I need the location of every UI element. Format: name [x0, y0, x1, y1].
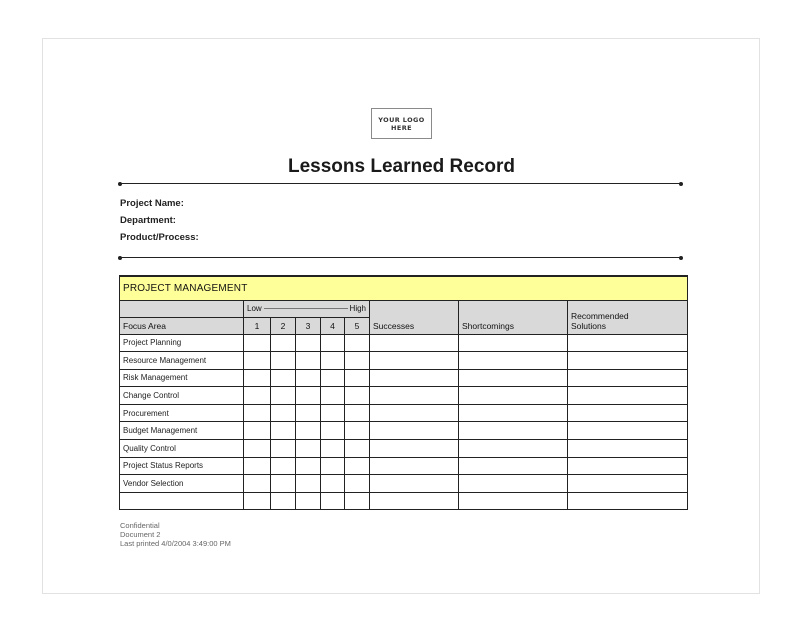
rating-2-cell[interactable] [271, 369, 296, 387]
recommended-header [568, 300, 688, 334]
rating-5-cell[interactable] [345, 440, 370, 458]
bottom-divider [120, 257, 681, 258]
recommended-cell[interactable] [568, 404, 688, 422]
rating-4-cell[interactable] [321, 334, 345, 352]
rating-3-cell[interactable] [296, 369, 321, 387]
shortcomings-cell[interactable] [459, 404, 568, 422]
logo-text-line2: HERE [391, 124, 412, 132]
rating-3-cell[interactable] [296, 387, 321, 405]
rating-4-cell[interactable] [321, 492, 345, 510]
recommended-header-line1: Recommended [571, 310, 629, 321]
rating-2-cell[interactable] [271, 387, 296, 405]
scale-4-header: 4 [321, 317, 345, 334]
recommended-cell[interactable] [568, 492, 688, 510]
recommended-cell[interactable] [568, 352, 688, 370]
rating-5-cell[interactable] [345, 422, 370, 440]
table-row [120, 475, 688, 493]
rating-4-cell[interactable] [321, 369, 345, 387]
rating-5-cell[interactable] [345, 492, 370, 510]
shortcomings-cell[interactable] [459, 492, 568, 510]
successes-cell[interactable] [370, 457, 459, 475]
shortcomings-header: Shortcomings [459, 300, 568, 334]
recommended-cell[interactable] [568, 440, 688, 458]
table-row [120, 492, 688, 510]
shortcomings-cell[interactable] [459, 457, 568, 475]
successes-cell[interactable] [370, 387, 459, 405]
rating-1-cell[interactable] [244, 387, 271, 405]
rating-3-cell[interactable] [296, 440, 321, 458]
rating-4-cell[interactable] [321, 404, 345, 422]
rating-2-cell[interactable] [271, 492, 296, 510]
logo-placeholder [371, 108, 432, 139]
rating-5-cell[interactable] [345, 475, 370, 493]
recommended-header-line2: Solutions [571, 320, 606, 331]
rating-2-cell[interactable] [271, 440, 296, 458]
focus-area-cell: Quality Control [120, 440, 244, 458]
recommended-cell[interactable] [568, 475, 688, 493]
table-row [120, 422, 688, 440]
rating-3-cell[interactable] [296, 404, 321, 422]
rating-1-cell[interactable] [244, 475, 271, 493]
scale-high-label: High [349, 304, 366, 313]
department-label[interactable]: Department: [120, 215, 176, 226]
rating-2-cell[interactable] [271, 457, 296, 475]
shortcomings-cell[interactable] [459, 369, 568, 387]
lessons-table [119, 275, 688, 510]
recommended-cell[interactable] [568, 387, 688, 405]
top-divider [120, 183, 681, 184]
rating-1-cell[interactable] [244, 440, 271, 458]
shortcomings-cell[interactable] [459, 352, 568, 370]
rating-5-cell[interactable] [345, 457, 370, 475]
successes-header: Successes [370, 300, 459, 334]
focus-area-cell: Risk Management [120, 369, 244, 387]
table-row [120, 352, 688, 370]
rating-2-cell[interactable] [271, 422, 296, 440]
successes-cell[interactable] [370, 475, 459, 493]
focus-area-cell [120, 492, 244, 510]
scale-1-header: 1 [244, 317, 271, 334]
table-row [120, 457, 688, 475]
successes-cell[interactable] [370, 369, 459, 387]
rating-1-cell[interactable] [244, 352, 271, 370]
scale-range [244, 300, 370, 317]
scale-low-label: Low [247, 304, 262, 313]
rating-3-cell[interactable] [296, 334, 321, 352]
successes-cell[interactable] [370, 492, 459, 510]
header-blank [120, 300, 244, 317]
rating-4-cell[interactable] [321, 475, 345, 493]
rating-5-cell[interactable] [345, 369, 370, 387]
shortcomings-cell[interactable] [459, 334, 568, 352]
rating-4-cell[interactable] [321, 422, 345, 440]
focus-area-cell: Vendor Selection [120, 475, 244, 493]
rating-1-cell[interactable] [244, 404, 271, 422]
rating-1-cell[interactable] [244, 457, 271, 475]
rating-2-cell[interactable] [271, 334, 296, 352]
focus-area-cell: Resource Management [120, 352, 244, 370]
rating-1-cell[interactable] [244, 334, 271, 352]
rating-4-cell[interactable] [321, 440, 345, 458]
rating-5-cell[interactable] [345, 387, 370, 405]
focus-area-header: Focus Area [120, 317, 244, 334]
rating-1-cell[interactable] [244, 422, 271, 440]
table-row [120, 440, 688, 458]
footer-last-printed: Last printed 4/0/2004 3:49:00 PM [120, 539, 231, 548]
focus-area-cell: Budget Management [120, 422, 244, 440]
scale-5-header: 5 [345, 317, 370, 334]
recommended-cell[interactable] [568, 422, 688, 440]
shortcomings-cell[interactable] [459, 475, 568, 493]
rating-3-cell[interactable] [296, 492, 321, 510]
scale-3-header: 3 [296, 317, 321, 334]
document-title: Lessons Learned Record [287, 156, 516, 177]
rating-3-cell[interactable] [296, 475, 321, 493]
table-row [120, 334, 688, 352]
product-process-label[interactable]: Product/Process: [120, 232, 199, 243]
successes-cell[interactable] [370, 440, 459, 458]
focus-area-cell: Project Status Reports [120, 457, 244, 475]
rating-5-cell[interactable] [345, 352, 370, 370]
rating-4-cell[interactable] [321, 457, 345, 475]
recommended-cell[interactable] [568, 457, 688, 475]
shortcomings-cell[interactable] [459, 387, 568, 405]
scale-line [264, 308, 348, 309]
rating-4-cell[interactable] [321, 387, 345, 405]
document-footer [120, 521, 231, 548]
section-header-row [120, 276, 688, 300]
rating-3-cell[interactable] [296, 457, 321, 475]
recommended-cell[interactable] [568, 369, 688, 387]
shortcomings-cell[interactable] [459, 422, 568, 440]
project-name-label[interactable]: Project Name: [120, 198, 184, 209]
successes-cell[interactable] [370, 352, 459, 370]
rating-4-cell[interactable] [321, 352, 345, 370]
rating-3-cell[interactable] [296, 352, 321, 370]
project-info [120, 195, 199, 246]
successes-cell[interactable] [370, 404, 459, 422]
rating-1-cell[interactable] [244, 369, 271, 387]
rating-2-cell[interactable] [271, 475, 296, 493]
scale-2-header: 2 [271, 317, 296, 334]
recommended-cell[interactable] [568, 334, 688, 352]
successes-cell[interactable] [370, 334, 459, 352]
successes-cell[interactable] [370, 422, 459, 440]
rating-5-cell[interactable] [345, 334, 370, 352]
logo-text-line1: YOUR LOGO [378, 116, 425, 124]
shortcomings-cell[interactable] [459, 440, 568, 458]
footer-document: Document 2 [120, 530, 161, 539]
focus-area-cell: Project Planning [120, 334, 244, 352]
table-body [120, 334, 688, 510]
footer-confidential: Confidential [120, 521, 160, 530]
focus-area-cell: Change Control [120, 387, 244, 405]
rating-3-cell[interactable] [296, 422, 321, 440]
header-row-scale [120, 300, 688, 317]
section-title: PROJECT MANAGEMENT [120, 276, 688, 300]
rating-2-cell[interactable] [271, 404, 296, 422]
rating-1-cell[interactable] [244, 492, 271, 510]
table-row [120, 404, 688, 422]
table-row [120, 387, 688, 405]
rating-2-cell[interactable] [271, 352, 296, 370]
table-row [120, 369, 688, 387]
focus-area-cell: Procurement [120, 404, 244, 422]
rating-5-cell[interactable] [345, 404, 370, 422]
